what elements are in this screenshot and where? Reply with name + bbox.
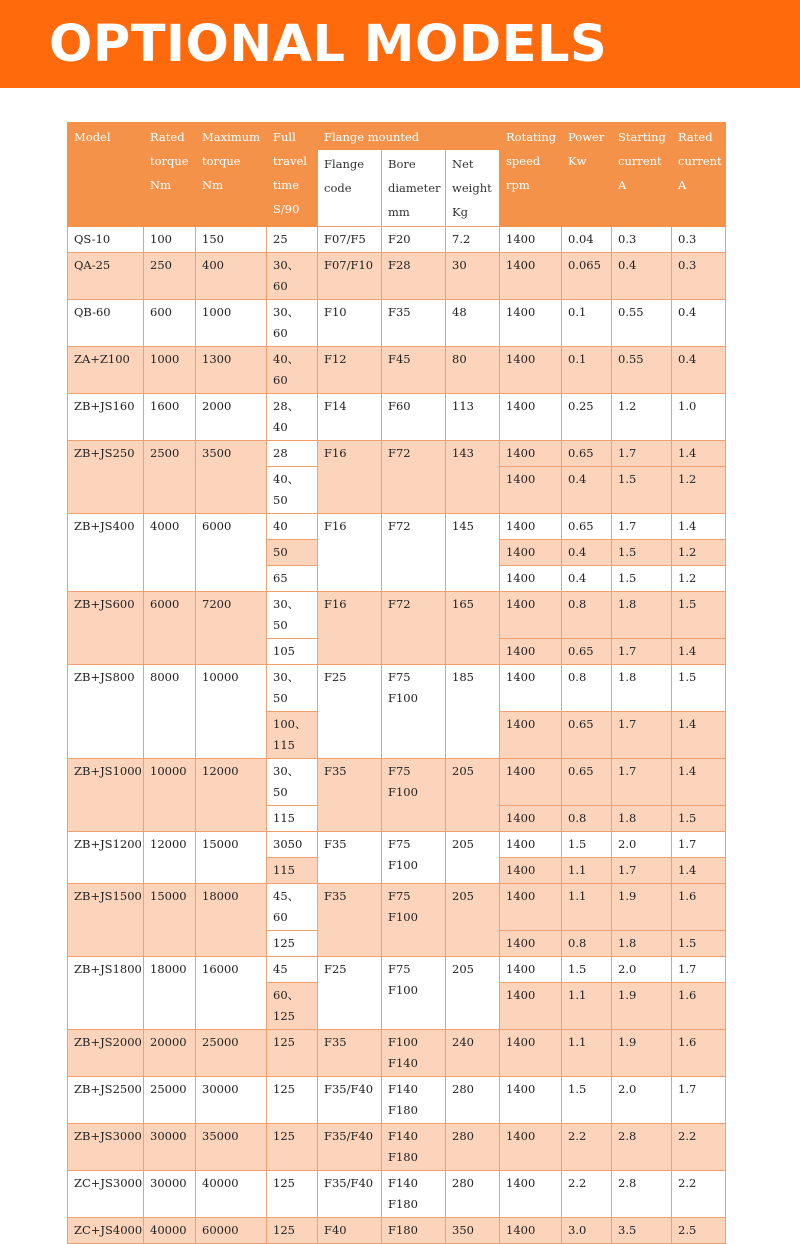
cell-model: ZB+JS1800: [68, 957, 144, 1030]
cell-rated-current: 1.4: [672, 639, 726, 665]
cell-bore: F75 F100: [382, 665, 446, 759]
cell-starting-current: 1.5: [612, 467, 672, 514]
cell-flange-code: F25: [318, 665, 382, 759]
cell-weight: 145: [446, 514, 500, 592]
cell-max-torque: 18000: [196, 884, 267, 957]
cell-rated-current: 1.2: [672, 467, 726, 514]
cell-rated-current: 2.2: [672, 1124, 726, 1171]
cell-model: ZB+JS250: [68, 441, 144, 514]
cell-max-torque: 40000: [196, 1171, 267, 1218]
cell-speed: 1400: [500, 665, 562, 712]
cell-starting-current: 1.9: [612, 884, 672, 931]
cell-starting-current: 1.7: [612, 639, 672, 665]
cell-bore: F28: [382, 253, 446, 300]
cell-power: 1.1: [562, 884, 612, 931]
cell-rated-torque: 15000: [144, 884, 196, 957]
cell-model: QS-10: [68, 227, 144, 253]
cell-travel: 25: [267, 227, 318, 253]
cell-travel: 40: [267, 514, 318, 540]
cell-speed: 1400: [500, 1124, 562, 1171]
cell-travel: 115: [267, 858, 318, 884]
cell-starting-current: 1.9: [612, 1030, 672, 1077]
header-starting-current: Starting current A: [612, 123, 672, 227]
cell-power: 0.4: [562, 467, 612, 514]
cell-travel: 125: [267, 1171, 318, 1218]
cell-rated-current: 1.4: [672, 441, 726, 467]
cell-bore: F100 F140: [382, 1030, 446, 1077]
cell-power: 3.0: [562, 1218, 612, 1244]
cell-travel: 40、50: [267, 467, 318, 514]
cell-max-torque: 2000: [196, 394, 267, 441]
cell-travel: 100、115: [267, 712, 318, 759]
cell-travel: 125: [267, 1030, 318, 1077]
cell-rated-torque: 40000: [144, 1218, 196, 1244]
cell-starting-current: 2.8: [612, 1124, 672, 1171]
cell-weight: 280: [446, 1124, 500, 1171]
cell-model: ZC+JS4000: [68, 1218, 144, 1244]
header-max-torque: Maximum torque Nm: [196, 123, 267, 227]
cell-rated-current: 1.4: [672, 514, 726, 540]
cell-power: 1.1: [562, 983, 612, 1030]
header-net-weight: Net weight Kg: [446, 150, 500, 227]
cell-rated-current: 1.5: [672, 931, 726, 957]
cell-model: QA-25: [68, 253, 144, 300]
cell-starting-current: 1.8: [612, 806, 672, 832]
cell-flange-code: F35: [318, 1030, 382, 1077]
cell-weight: 143: [446, 441, 500, 514]
cell-weight: 80: [446, 347, 500, 394]
cell-rated-torque: 6000: [144, 592, 196, 665]
cell-rated-current: 2.5: [672, 1218, 726, 1244]
cell-power: 0.65: [562, 441, 612, 467]
cell-speed: 1400: [500, 300, 562, 347]
cell-rated-current: 1.6: [672, 1030, 726, 1077]
cell-model: ZB+JS1200: [68, 832, 144, 884]
cell-weight: 240: [446, 1030, 500, 1077]
cell-power: 0.8: [562, 806, 612, 832]
cell-speed: 1400: [500, 832, 562, 858]
header-banner: [0, 0, 800, 88]
table-row: [68, 1077, 726, 1124]
cell-travel: 45: [267, 957, 318, 983]
cell-speed: 1400: [500, 1171, 562, 1218]
cell-speed: 1400: [500, 983, 562, 1030]
cell-bore: F75 F100: [382, 832, 446, 884]
cell-speed: 1400: [500, 566, 562, 592]
cell-power: 1.5: [562, 1077, 612, 1124]
cell-weight: 165: [446, 592, 500, 665]
cell-power: 0.065: [562, 253, 612, 300]
models-table: [67, 122, 726, 1244]
table-row: [68, 1030, 726, 1077]
cell-weight: 205: [446, 759, 500, 832]
cell-rated-torque: 8000: [144, 665, 196, 759]
cell-bore: F140 F180: [382, 1124, 446, 1171]
cell-weight: 48: [446, 300, 500, 347]
cell-starting-current: 1.7: [612, 759, 672, 806]
cell-model: ZB+JS1500: [68, 884, 144, 957]
cell-speed: 1400: [500, 1218, 562, 1244]
cell-starting-current: 2.0: [612, 832, 672, 858]
cell-power: 1.5: [562, 957, 612, 983]
cell-flange-code: F16: [318, 514, 382, 592]
cell-power: 0.1: [562, 300, 612, 347]
cell-speed: 1400: [500, 759, 562, 806]
cell-rated-current: 1.5: [672, 592, 726, 639]
table-row: [68, 347, 726, 394]
cell-travel: 30、50: [267, 592, 318, 639]
table-row: [68, 957, 726, 983]
table-body: [68, 227, 726, 1244]
cell-bore: F35: [382, 300, 446, 347]
cell-starting-current: 1.7: [612, 712, 672, 759]
cell-weight: 205: [446, 884, 500, 957]
cell-rated-torque: 4000: [144, 514, 196, 592]
cell-max-torque: 150: [196, 227, 267, 253]
cell-flange-code: F16: [318, 592, 382, 665]
header-power: Power Kw: [562, 123, 612, 227]
cell-travel: 30、50: [267, 665, 318, 712]
cell-power: 1.1: [562, 858, 612, 884]
cell-speed: 1400: [500, 639, 562, 665]
cell-bore: F60: [382, 394, 446, 441]
cell-max-torque: 15000: [196, 832, 267, 884]
cell-rated-current: 1.7: [672, 1077, 726, 1124]
cell-model: ZA+Z100: [68, 347, 144, 394]
cell-max-torque: 16000: [196, 957, 267, 1030]
cell-starting-current: 1.8: [612, 931, 672, 957]
cell-flange-code: F35: [318, 832, 382, 884]
header-flange-mounted: Flange mounted: [318, 123, 500, 150]
cell-starting-current: 0.55: [612, 300, 672, 347]
table-row: [68, 441, 726, 467]
cell-starting-current: 1.2: [612, 394, 672, 441]
cell-starting-current: 1.8: [612, 592, 672, 639]
cell-speed: 1400: [500, 712, 562, 759]
cell-max-torque: 3500: [196, 441, 267, 514]
cell-power: 1.5: [562, 832, 612, 858]
cell-travel: 60、125: [267, 983, 318, 1030]
cell-model: ZB+JS160: [68, 394, 144, 441]
cell-weight: 7.2: [446, 227, 500, 253]
cell-starting-current: 2.8: [612, 1171, 672, 1218]
cell-travel: 28、40: [267, 394, 318, 441]
cell-bore: F72: [382, 592, 446, 665]
cell-model: ZB+JS800: [68, 665, 144, 759]
cell-travel: 40、60: [267, 347, 318, 394]
cell-power: 0.04: [562, 227, 612, 253]
cell-power: 0.65: [562, 712, 612, 759]
cell-speed: 1400: [500, 227, 562, 253]
cell-speed: 1400: [500, 884, 562, 931]
cell-starting-current: 1.5: [612, 540, 672, 566]
cell-rated-current: 0.3: [672, 253, 726, 300]
cell-bore: F180: [382, 1218, 446, 1244]
cell-speed: 1400: [500, 540, 562, 566]
cell-starting-current: 1.7: [612, 441, 672, 467]
cell-rated-torque: 25000: [144, 1077, 196, 1124]
table-row: [68, 759, 726, 806]
cell-max-torque: 400: [196, 253, 267, 300]
cell-flange-code: F14: [318, 394, 382, 441]
cell-power: 0.8: [562, 931, 612, 957]
cell-max-torque: 1000: [196, 300, 267, 347]
cell-weight: 113: [446, 394, 500, 441]
cell-flange-code: F35/F40: [318, 1124, 382, 1171]
cell-travel: 30、60: [267, 300, 318, 347]
table-row: [68, 665, 726, 712]
cell-bore: F75 F100: [382, 957, 446, 1030]
cell-rated-torque: 20000: [144, 1030, 196, 1077]
cell-bore: F72: [382, 514, 446, 592]
cell-rated-current: 2.2: [672, 1171, 726, 1218]
cell-model: ZB+JS2500: [68, 1077, 144, 1124]
cell-speed: 1400: [500, 931, 562, 957]
cell-starting-current: 1.5: [612, 566, 672, 592]
cell-power: 0.65: [562, 514, 612, 540]
cell-model: ZC+JS3000: [68, 1171, 144, 1218]
cell-max-torque: 25000: [196, 1030, 267, 1077]
cell-rated-current: 1.4: [672, 712, 726, 759]
cell-rated-current: 1.5: [672, 806, 726, 832]
cell-bore: F75 F100: [382, 759, 446, 832]
cell-starting-current: 1.7: [612, 514, 672, 540]
cell-bore: F45: [382, 347, 446, 394]
cell-power: 0.65: [562, 639, 612, 665]
cell-travel: 45、60: [267, 884, 318, 931]
cell-rated-current: 1.6: [672, 983, 726, 1030]
cell-rated-current: 1.2: [672, 540, 726, 566]
cell-travel: 30、60: [267, 253, 318, 300]
cell-bore: F72: [382, 441, 446, 514]
cell-bore: F140 F180: [382, 1171, 446, 1218]
cell-max-torque: 60000: [196, 1218, 267, 1244]
cell-weight: 30: [446, 253, 500, 300]
cell-model: ZB+JS400: [68, 514, 144, 592]
cell-power: 0.4: [562, 540, 612, 566]
cell-rated-torque: 12000: [144, 832, 196, 884]
cell-flange-code: F07/F10: [318, 253, 382, 300]
cell-flange-code: F25: [318, 957, 382, 1030]
cell-model: ZB+JS2000: [68, 1030, 144, 1077]
cell-speed: 1400: [500, 1077, 562, 1124]
cell-power: 0.4: [562, 566, 612, 592]
cell-rated-torque: 250: [144, 253, 196, 300]
cell-power: 1.1: [562, 1030, 612, 1077]
cell-rated-current: 1.4: [672, 858, 726, 884]
cell-rated-torque: 30000: [144, 1124, 196, 1171]
table-row: [68, 227, 726, 253]
page-title: OPTIONAL MODELS: [49, 15, 608, 74]
cell-flange-code: F10: [318, 300, 382, 347]
cell-starting-current: 0.55: [612, 347, 672, 394]
cell-flange-code: F35: [318, 759, 382, 832]
cell-speed: 1400: [500, 592, 562, 639]
cell-speed: 1400: [500, 1030, 562, 1077]
header-rated-current: Rated current A: [672, 123, 726, 227]
cell-speed: 1400: [500, 858, 562, 884]
cell-speed: 1400: [500, 394, 562, 441]
cell-rated-torque: 18000: [144, 957, 196, 1030]
cell-weight: 185: [446, 665, 500, 759]
cell-travel: 28: [267, 441, 318, 467]
cell-rated-current: 0.4: [672, 300, 726, 347]
header-flange-code: Flange code: [318, 150, 382, 227]
cell-max-torque: 1300: [196, 347, 267, 394]
cell-starting-current: 1.8: [612, 665, 672, 712]
cell-travel: 125: [267, 1218, 318, 1244]
cell-rated-current: 1.4: [672, 759, 726, 806]
cell-rated-current: 0.4: [672, 347, 726, 394]
cell-travel: 30、50: [267, 759, 318, 806]
table-row: [68, 1124, 726, 1171]
cell-travel: 125: [267, 1124, 318, 1171]
cell-travel: 125: [267, 931, 318, 957]
cell-max-torque: 7200: [196, 592, 267, 665]
cell-speed: 1400: [500, 441, 562, 467]
cell-starting-current: 1.7: [612, 858, 672, 884]
cell-power: 0.8: [562, 665, 612, 712]
header-bore-diameter: Bore diameter mm: [382, 150, 446, 227]
cell-rated-torque: 1600: [144, 394, 196, 441]
cell-flange-code: F35/F40: [318, 1077, 382, 1124]
cell-starting-current: 3.5: [612, 1218, 672, 1244]
cell-flange-code: F12: [318, 347, 382, 394]
table-row: [68, 394, 726, 441]
cell-rated-current: 1.0: [672, 394, 726, 441]
cell-starting-current: 1.9: [612, 983, 672, 1030]
cell-starting-current: 2.0: [612, 957, 672, 983]
cell-model: ZB+JS3000: [68, 1124, 144, 1171]
cell-speed: 1400: [500, 253, 562, 300]
cell-flange-code: F35: [318, 884, 382, 957]
cell-speed: 1400: [500, 347, 562, 394]
cell-power: 0.65: [562, 759, 612, 806]
cell-flange-code: F07/F5: [318, 227, 382, 253]
cell-max-torque: 12000: [196, 759, 267, 832]
cell-flange-code: F35/F40: [318, 1171, 382, 1218]
table-row: [68, 884, 726, 931]
cell-rated-current: 1.7: [672, 832, 726, 858]
header-rated-torque: Rated torque Nm: [144, 123, 196, 227]
cell-weight: 280: [446, 1077, 500, 1124]
cell-rated-torque: 2500: [144, 441, 196, 514]
cell-speed: 1400: [500, 467, 562, 514]
cell-power: 0.8: [562, 592, 612, 639]
table-row: [68, 253, 726, 300]
header-full-travel: Full travel time S/90: [267, 123, 318, 227]
cell-speed: 1400: [500, 957, 562, 983]
cell-starting-current: 2.0: [612, 1077, 672, 1124]
cell-starting-current: 0.3: [612, 227, 672, 253]
table-row: [68, 832, 726, 858]
cell-travel: 115: [267, 806, 318, 832]
cell-max-torque: 35000: [196, 1124, 267, 1171]
cell-travel: 50: [267, 540, 318, 566]
cell-model: QB-60: [68, 300, 144, 347]
cell-rated-torque: 1000: [144, 347, 196, 394]
cell-max-torque: 30000: [196, 1077, 267, 1124]
cell-starting-current: 0.4: [612, 253, 672, 300]
table-header: [68, 123, 726, 227]
cell-max-torque: 10000: [196, 665, 267, 759]
cell-weight: 205: [446, 832, 500, 884]
cell-travel: 65: [267, 566, 318, 592]
cell-travel: 125: [267, 1077, 318, 1124]
cell-rated-current: 1.5: [672, 665, 726, 712]
cell-rated-torque: 600: [144, 300, 196, 347]
cell-rated-torque: 30000: [144, 1171, 196, 1218]
cell-power: 0.25: [562, 394, 612, 441]
cell-flange-code: F40: [318, 1218, 382, 1244]
cell-weight: 350: [446, 1218, 500, 1244]
cell-weight: 280: [446, 1171, 500, 1218]
table-row: [68, 1218, 726, 1244]
cell-rated-current: 0.3: [672, 227, 726, 253]
cell-weight: 205: [446, 957, 500, 1030]
cell-max-torque: 6000: [196, 514, 267, 592]
cell-speed: 1400: [500, 806, 562, 832]
cell-bore: F20: [382, 227, 446, 253]
cell-travel: 3050: [267, 832, 318, 858]
cell-bore: F140 F180: [382, 1077, 446, 1124]
cell-travel: 105: [267, 639, 318, 665]
cell-speed: 1400: [500, 514, 562, 540]
cell-power: 2.2: [562, 1124, 612, 1171]
header-model: Model: [68, 123, 144, 227]
cell-model: ZB+JS1000: [68, 759, 144, 832]
header-speed: Rotating speed rpm: [500, 123, 562, 227]
cell-power: 0.1: [562, 347, 612, 394]
cell-power: 2.2: [562, 1171, 612, 1218]
cell-bore: F75 F100: [382, 884, 446, 957]
cell-model: ZB+JS600: [68, 592, 144, 665]
cell-rated-torque: 10000: [144, 759, 196, 832]
cell-rated-current: 1.6: [672, 884, 726, 931]
table-row: [68, 592, 726, 639]
cell-rated-current: 1.2: [672, 566, 726, 592]
models-table-container: [67, 122, 725, 1244]
table-row: [68, 514, 726, 540]
table-row: [68, 300, 726, 347]
table-row: [68, 1171, 726, 1218]
cell-rated-current: 1.7: [672, 957, 726, 983]
cell-flange-code: F16: [318, 441, 382, 514]
cell-rated-torque: 100: [144, 227, 196, 253]
